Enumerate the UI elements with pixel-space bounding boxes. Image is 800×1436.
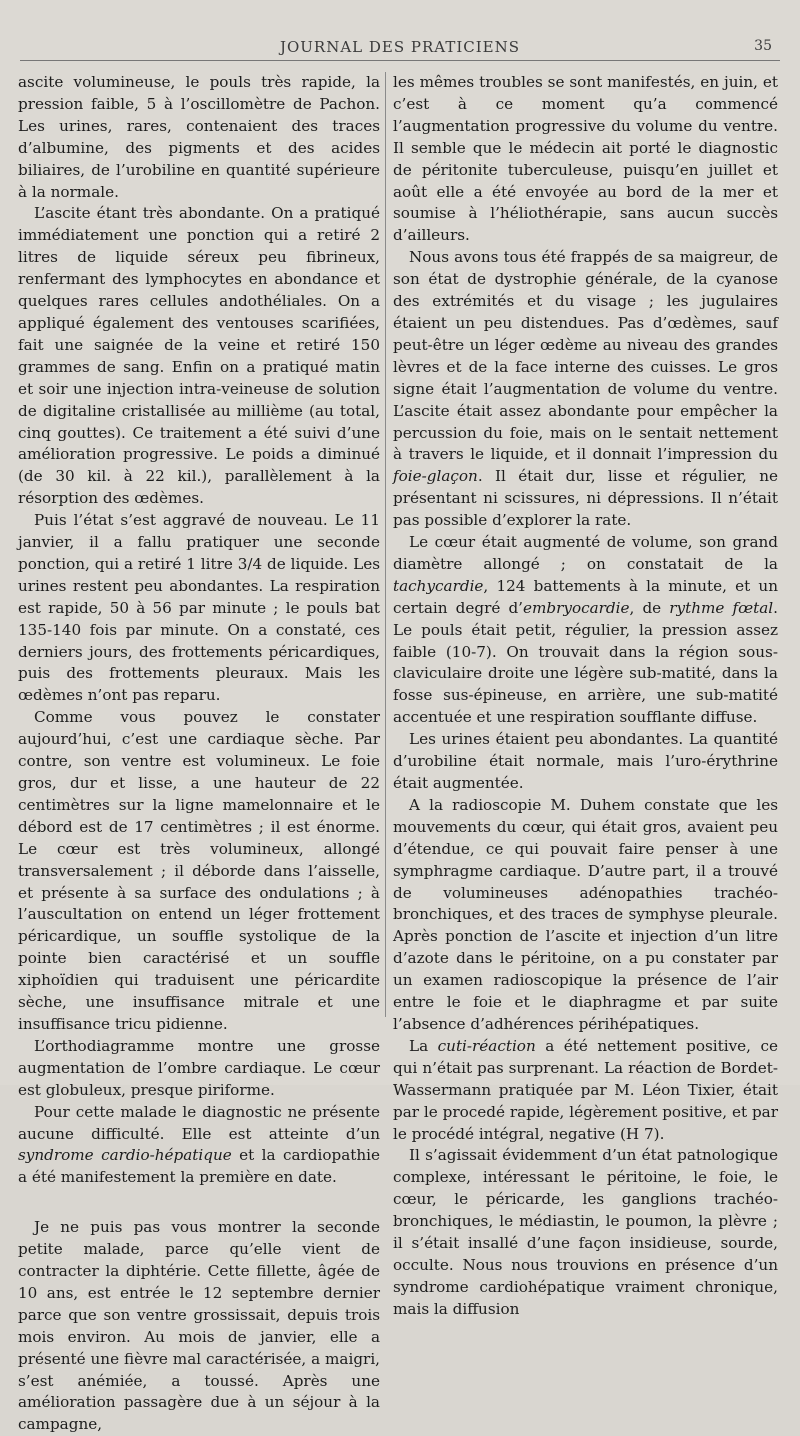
- left-column: [18, 72, 380, 1436]
- emphasis: tachycardie: [393, 576, 484, 595]
- text-run: Pour cette malade le diagnostic ne présente aucune difficulté. Elle est atteinte d’un: [18, 1102, 380, 1143]
- paragraph: [393, 1036, 778, 1146]
- text-run: , 124 battements à la minute, et un certain degré d’: [393, 576, 778, 617]
- text-run: . Il était dur, lisse et régulier, ne présentant ni scissures, ni dépressions. Il n’était pas possible d’explorer la rate.: [393, 467, 778, 530]
- paragraph: L’ascite étant très abondante. On a pratiqué immédiatement une ponction qui a retiré 2 litres de liquide séreux peu fibrineux, renfermant des lymphocytes en abondance et quelques rares cellules andothéliales. On a appliqué également des ventouses scarifiées, fait une saignée de la veine et retiré 150 grammes de sang. Enfin on a pratiqué matin et soir une injection intra-veineuse de solution de digitaline cristallisée au millième (au total, cinq gouttes). Ce traitement a été suivi d’une amélioration progressive. Le poids a diminué (de 30 kil. à 22 kil.), parallèlement à la résorption des œdèmes.: [18, 204, 380, 508]
- text-run: et la cardiopathie a été manifestement la première en date.: [18, 1146, 380, 1187]
- emphasis: embryocardie: [523, 598, 630, 617]
- text-run: . Le pouls était petit, régulier, la pression assez faible (10-7). On trouvait dans la région sous-claviculaire droite une légère sub-matité, dans la fosse sus-épineuse, en arrière, une sub-matité accentuée et une respiration soufflante diffuse.: [393, 598, 778, 727]
- header-rule: [20, 60, 780, 61]
- paragraph: ascite volumineuse, le pouls très rapide, la pression faible, 5 à l’oscillomètre de Pachon. Les urines, rares, contenaient des traces d’albumine, des pigments et des acides biliaires, de l’urobiline en quantité supérieure à la normale.: [18, 73, 380, 201]
- paragraph: A la radioscopie M. Duhem constate que les mouvements du cœur, qui était gros, avaient peu d’étendue, ce qui pouvait faire penser à une symphragme cardiaque. D’autre part, il a trouvé de volumineuses adénopathies trachéo-bronchiques, et des traces de symphyse pleurale. Après ponction de l’ascite et injection d’un litre d’azote dans le péritoine, on a pu constater par un examen radioscopique la présence de l’air entre le foie et le diaphragme et par suite l’absence d’adhérences périhépatiques.: [393, 795, 778, 1033]
- paragraph: Les urines étaient peu abondantes. La quantité d’urobiline était normale, mais l’uro-érythrine était augmentée.: [393, 730, 778, 792]
- paragraph: L’orthodiagramme montre une grosse augmentation de l’ombre cardiaque. Le cœur est globuleux, presque piriforme.: [18, 1036, 380, 1099]
- text-run: Le cœur était augmenté de volume, son grand diamètre allongé ; on constatait de la: [393, 533, 778, 573]
- paragraph: [393, 532, 778, 729]
- paragraph: [393, 247, 778, 532]
- text-run: La: [409, 1036, 438, 1055]
- emphasis: syndrome cardio-hépatique: [18, 1146, 232, 1165]
- running-header: [20, 34, 780, 62]
- paragraph: les mêmes troubles se sont manifestés, en juin, et c’est à ce moment qu’a commencé l’augmentation progressive du volume du ventre. Il semble que le médecin ait porté le diagnostic de péritonite tuberculeuse, puisqu’en juillet et août elle a été envoyée au bord de la mer et soumise à l’héliothérapie, sans aucun succès d’ailleurs.: [393, 73, 778, 245]
- text-run: Nous avons tous été frappés de sa maigreur, de son état de dystrophie générale, de la cyanose des extrémités et du visage ; les jugulaires étaient un peu distendues. Pas d’œdèmes, sauf peut-être un léger œdème au niveau des grandes lèvres et de la face interne des cuisses. Le gros signe était l’augmentation de volume du ventre. L’ascite était assez abondante pour empêcher la percussion du foie, mais on le sentait nettement à travers le liquide, et il donnait l’impression du: [393, 248, 778, 464]
- paragraph: Il s’agissait évidemment d’un état patnologique complexe, intéressant le péritoine, le foie, le cœur, le péricarde, les ganglions trachéo-bronchiques, le médiastin, le poumon, la plèvre ; il s’était insallé d’une façon insidieuse, sourde, occulte. Nous nous trouvions en présence d’un syndrome cardiohépatique vraiment chronique, mais la diffusion: [393, 1146, 778, 1318]
- emphasis: cuti-réaction: [437, 1036, 536, 1055]
- page-number: 35: [754, 38, 772, 54]
- paragraph: Comme vous pouvez le constater aujourd’hui, c’est une cardiaque sèche. Par contre, son ventre est volumineux. Le foie gros, dur et lisse, a une hauteur de 22 centimètres sur la ligne mamelonnaire et le débord est de 17 centimètres ; il est énorme. Le cœur est très volumineux, allongé transversalement ; il déborde dans l’aisselle, et présente à sa surface des ondulations ; à l’auscultation on entend un léger frottement péricardique, un souffle systolique de la pointe bien caractérisé et un souffle xiphoïdien qui traduisent une péricardite sèche, une insuffisance mitrale et une insuffisance tricu pidienne.: [18, 708, 380, 1033]
- text-run: , de: [629, 598, 670, 617]
- column-divider: [385, 72, 386, 1017]
- right-column: [393, 72, 778, 1321]
- section-gap: [18, 1189, 380, 1217]
- emphasis: foie-glaçon: [393, 467, 478, 486]
- journal-title: JOURNAL DES PRATICIENS: [279, 38, 521, 56]
- paragraph: Je ne puis pas vous montrer la seconde petite malade, parce qu’elle vient de contracter la diphtérie. Cette fillette, âgée de 10 ans, est entrée le 12 septembre dernier parce que son ventre grossissait, depuis trois mois environ. Au mois de janvier, elle a présenté une fièvre mal caractérisée, a maigri, s’est anémiée, a toussé. Après une amélioration passagère due à un séjour à la campagne,: [18, 1218, 380, 1434]
- text-run: a été nettement positive, ce qui n’était pas surprenant. La réaction de Bordet-Wassermann pratiquée par M. Léon Tixier, était par le procedé rapide, légèrement positive, et par le procédé intégral, negative (H 7).: [393, 1036, 778, 1143]
- paragraph: [18, 1102, 380, 1190]
- paragraph: Puis l’état s’est aggravé de nouveau. Le 11 janvier, il a fallu pratiquer une seconde ponction, qui a retiré 1 litre 3/4 de liquide. Les urines restent peu abondantes. La respiration est rapide, 50 à 56 par minute ; le pouls bat 135-140 fois par minute. On a constaté, ces derniers jours, des frottements péricardiques, puis des frottements pleuraux. Mais les œdèmes n’ont pas reparu.: [18, 511, 380, 705]
- emphasis: rythme fœtal: [669, 598, 774, 617]
